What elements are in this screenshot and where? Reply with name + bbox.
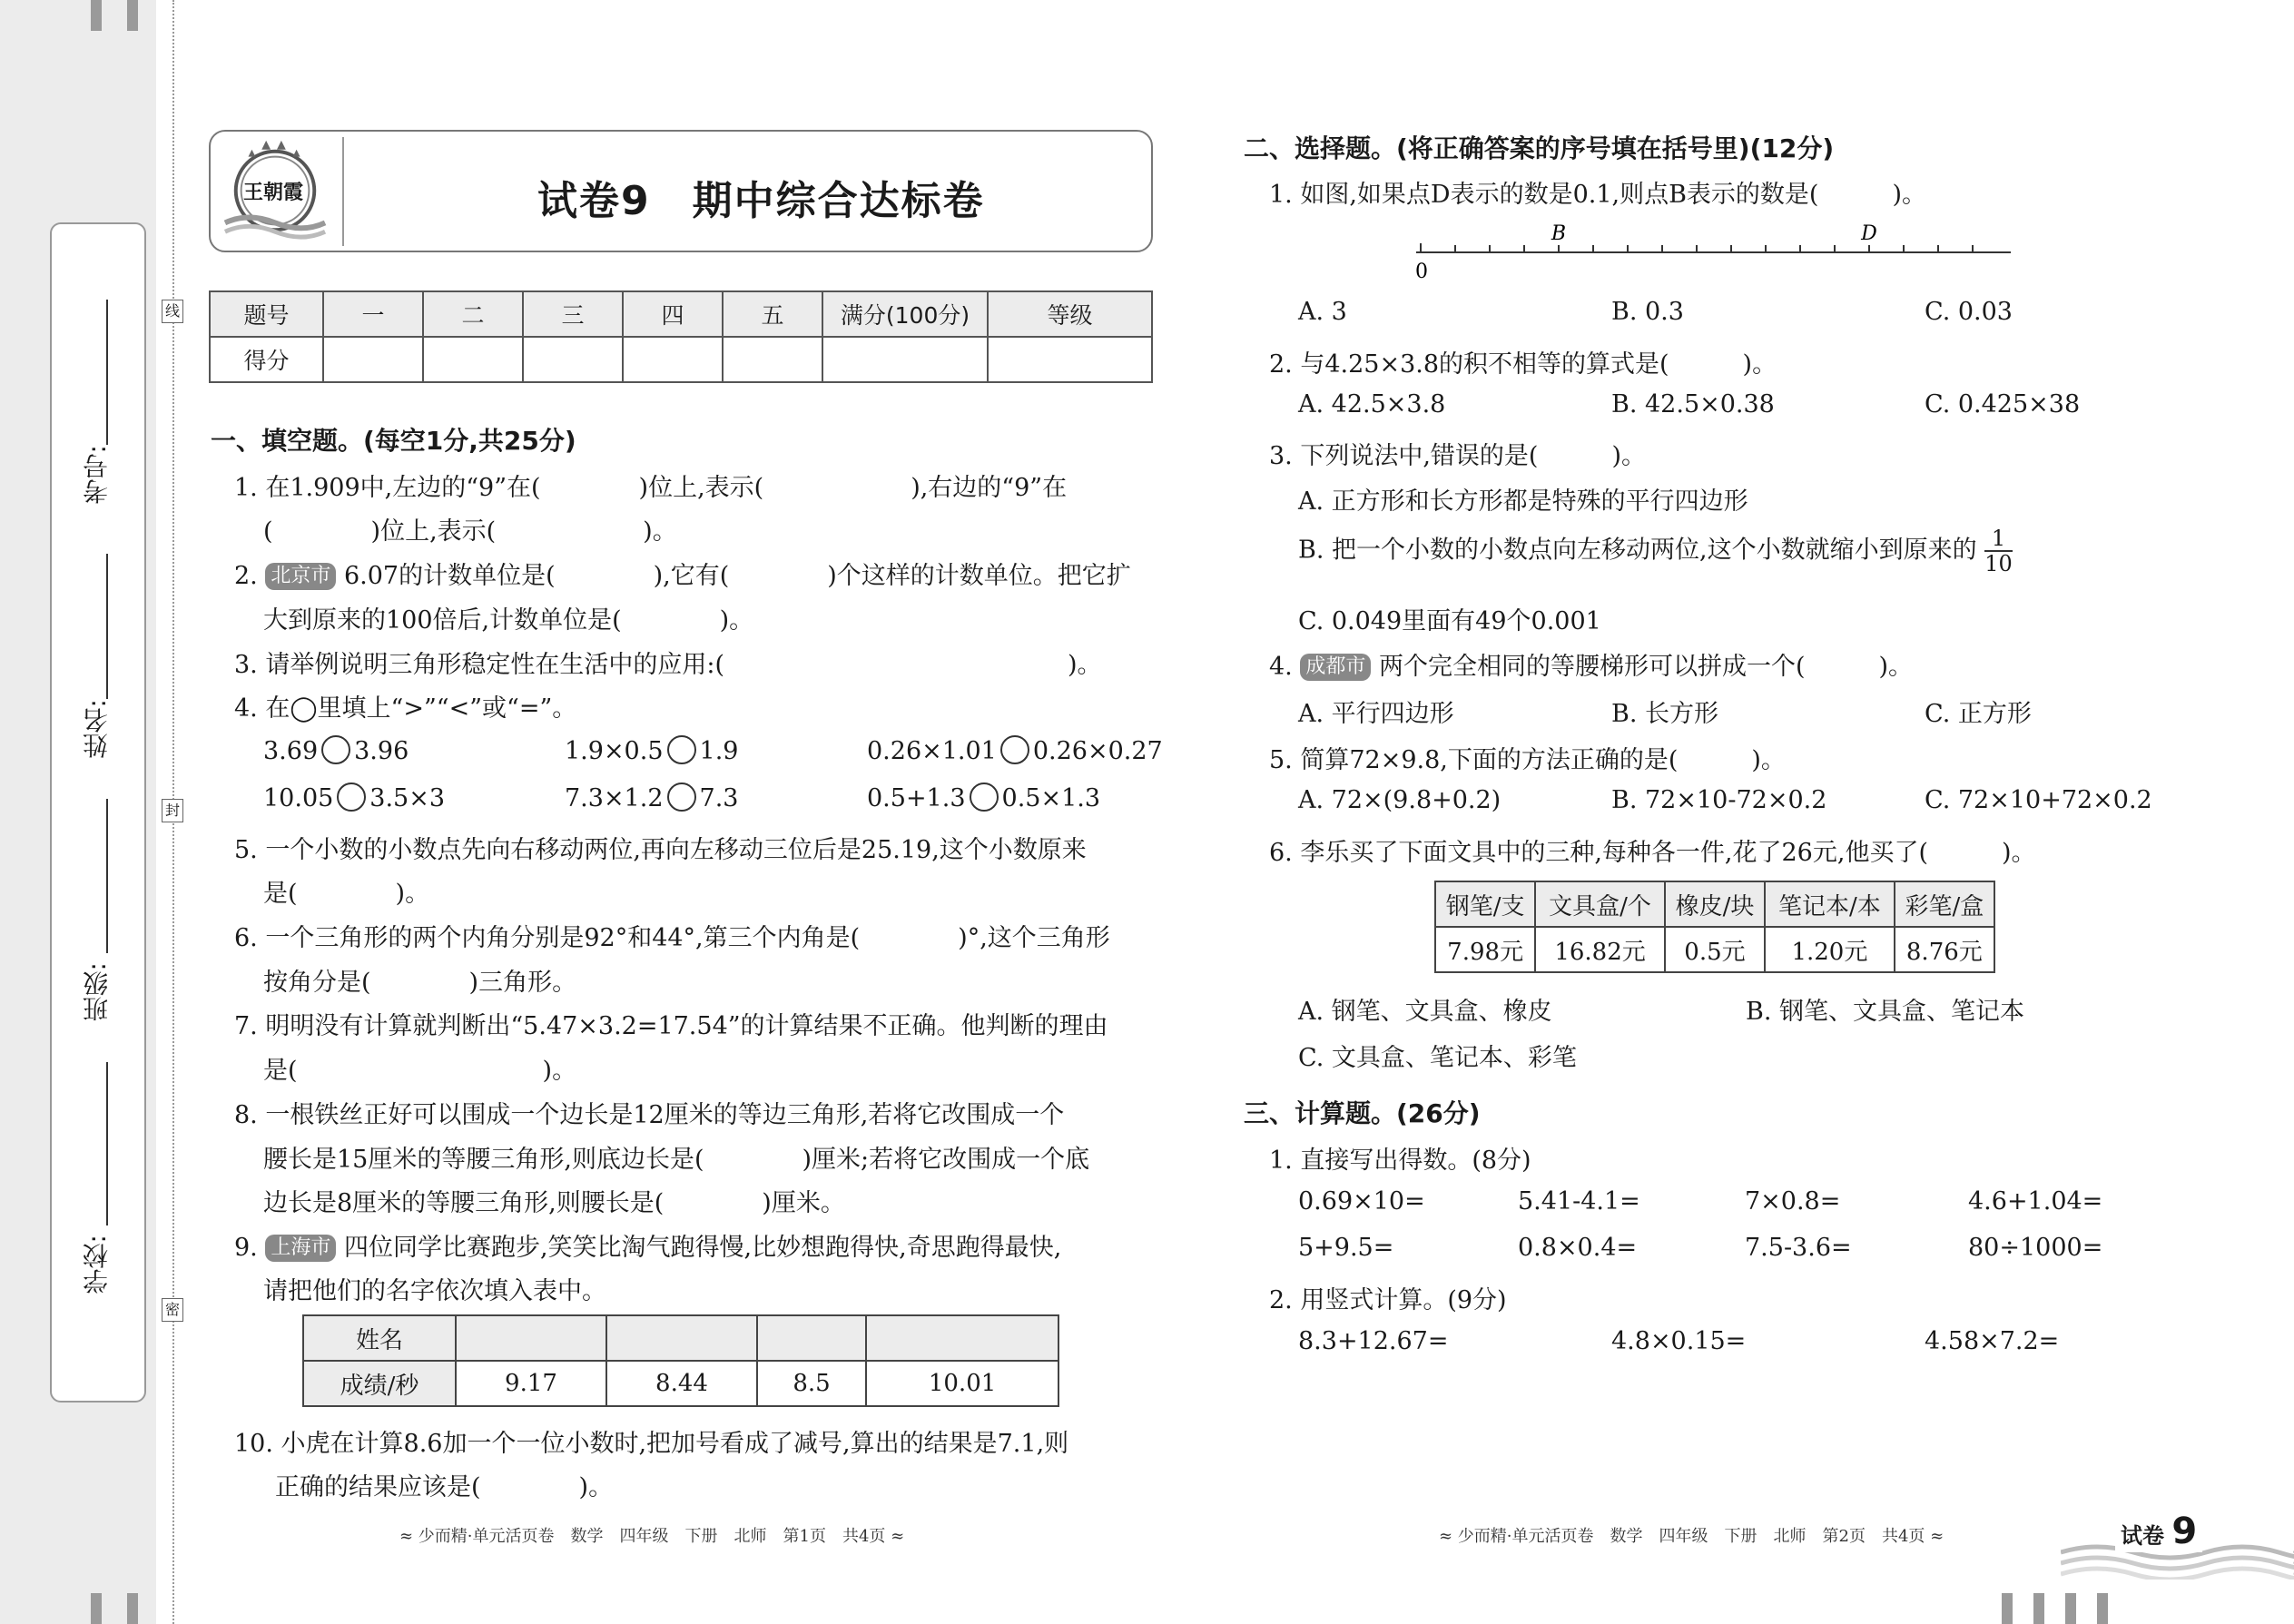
calc-q2: 2. 用竖式计算。(9分) [1269,1286,1507,1314]
compare-circle[interactable] [1000,735,1029,764]
stationery-price: 0.5元 [1665,927,1765,972]
race-name-cell[interactable] [606,1315,757,1361]
score-cell[interactable] [423,337,523,382]
score-cell[interactable] [988,337,1152,382]
vertical-calc-item: 4.58×7.2= [1925,1327,2060,1355]
q5-line-a: 5. 一个小数的小数点先向右移动两位,再向左移动三位后是25.19,这个小数原来 [234,836,1087,864]
school-line [106,1062,108,1225]
score-cell[interactable] [623,337,723,382]
q9-line-a [234,1227,1061,1263]
calc-item: 0.8×0.4= [1518,1234,1638,1262]
compare-item: 7.3×1.2 7.3 [565,784,739,812]
compare-circle[interactable] [667,735,696,764]
q2-line-a [234,556,1131,591]
q9-line-b: 请把他们的名字依次填入表中。 [263,1277,606,1305]
title-box [209,130,1153,252]
section-3-heading: 三、计算题。(26分) [1244,1098,1481,1128]
score-cell[interactable] [723,337,822,382]
q1-line-a: 1. 在1.909中,左边的“9”在( )位上,表示( ),右边的“9”在 [234,474,1068,502]
calc-q1: 1. 直接写出得数。(8分) [1269,1147,1531,1175]
q9-number: 9. [234,1234,258,1262]
binding-tab [2097,1593,2108,1624]
seal-char: 密 [162,1298,183,1322]
stationery-head: 文具盒/个 [1535,881,1665,927]
number-line-zero: 0 [1415,261,1428,280]
stationery-table [1434,881,1995,973]
q5-line-b: 是( )。 [263,880,430,908]
q4-text: 两个完全相同的等腰梯形可以拼成一个( )。 [1378,653,1914,681]
race-time: 9.17 [456,1361,606,1406]
q8-line-a: 8. 一根铁丝正好可以围成一个边长是12厘米的等边三角形,若将它改围成一个 [234,1101,1065,1129]
compare-circle[interactable] [970,782,999,812]
page-badge [2115,1511,2202,1552]
stationery-price: 8.76元 [1895,927,1994,972]
binding-tab [127,1593,138,1624]
calc-item: 7.5-3.6= [1745,1234,1852,1262]
class-line [106,799,108,953]
option[interactable]: C. 文具盒、笔记本、彩笔 [1298,1044,1577,1072]
option[interactable]: C. 0.03 [1925,298,2013,326]
score-head: 二 [423,291,523,337]
calc-item: 7×0.8= [1745,1187,1841,1216]
score-head: 题号 [210,291,323,337]
score-head: 等级 [988,291,1152,337]
compare-circle[interactable] [337,782,366,812]
seal-char: 封 [162,799,183,822]
q7-line-b: 是( )。 [263,1057,577,1085]
option[interactable]: A. 72×(9.8+0.2) [1298,786,1501,814]
compare-item: 0.5+1.3 0.5×1.3 [867,784,1101,812]
option[interactable]: B. 72×10-72×0.2 [1611,786,1827,814]
q2-line-b: 大到原来的100倍后,计数单位是( )。 [263,606,754,635]
option[interactable]: A. 3 [1298,298,1347,326]
race-time: 10.01 [866,1361,1058,1406]
score-head: 满分(100分) [822,291,988,337]
score-cell[interactable] [323,337,423,382]
score-cell[interactable] [523,337,623,382]
q9-text: 四位同学比赛跑步,笑笑比淘气跑得慢,比妙想跑得快,奇思跑得最快, [343,1234,1062,1262]
binding-tab [2002,1593,2013,1624]
race-table [302,1314,1059,1407]
footer-right: ≈ 少而精·单元活页卷 数学 四年级 下册 北师 第2页 共4页 ≈ [1439,1527,1944,1546]
stationery-price: 7.98元 [1435,927,1535,972]
calc-item: 5.41-4.1= [1518,1187,1640,1216]
q3-line: 3. 请举例说明三角形稳定性在生活中的应用:( )。 [234,651,1102,679]
score-table [209,290,1153,383]
choice-q5: 5. 简算72×9.8,下面的方法正确的是( )。 [1269,746,1786,774]
option[interactable]: A. 42.5×3.8 [1298,390,1446,418]
score-head: 一 [323,291,423,337]
score-cell[interactable] [822,337,988,382]
region-tag-beijing: 北京市 [265,563,336,590]
binding-tab [2033,1593,2044,1624]
race-name-cell[interactable] [757,1315,866,1361]
vertical-calc-item: 4.8×0.15= [1611,1327,1747,1355]
number-line-point-d: D [1861,222,1877,245]
option[interactable]: C. 0.425×38 [1925,390,2081,418]
calc-item: 5+9.5= [1298,1234,1394,1262]
calc-item: 0.69×10= [1298,1187,1425,1216]
option[interactable]: A. 平行四边形 [1298,700,1454,728]
choice-q3: 3. 下列说法中,错误的是( )。 [1269,442,1646,470]
page-badge-number: 9 [2171,1511,2198,1552]
q1-line-b: ( )位上,表示( )。 [263,517,677,546]
option[interactable]: B. 把一个小数的小数点向左移动两位,这个小数就缩小到原来的 $\frac{1}{10}$ [1298,526,2013,576]
stationery-head: 笔记本/本 [1765,881,1895,927]
exam-number-line [106,300,108,445]
stationery-head: 彩笔/盒 [1895,881,1994,927]
score-head: 四 [623,291,723,337]
number-line-point-b: B [1551,222,1567,245]
calc-item: 4.6+1.04= [1968,1187,2103,1216]
logo-text: 王朝霞 [243,182,304,204]
vertical-calc-item: 8.3+12.67= [1298,1327,1449,1355]
compare-item: 10.05 3.5×3 [263,784,446,812]
class-label: 班级: [82,962,112,1022]
binding-tab [91,1593,102,1624]
option[interactable]: C. 正方形 [1925,700,2032,728]
score-head: 三 [523,291,623,337]
choice-q2: 2. 与4.25×3.8的积不相等的算式是( )。 [1269,350,1777,379]
option[interactable]: B. 钢笔、文具盒、笔记本 [1746,998,2025,1026]
q6-line-b: 按角分是( )三角形。 [263,969,577,997]
stationery-head: 橡皮/块 [1665,881,1765,927]
compare-item: 3.69 3.96 [263,737,409,765]
region-tag-chengdu: 成都市 [1300,654,1371,681]
option[interactable]: A. 正方形和长方形都是特殊的平行四边形 [1298,487,1748,516]
option[interactable]: B. 42.5×0.38 [1611,390,1775,418]
score-row-label: 得分 [210,337,323,382]
page-badge-label: 试卷 [2121,1523,2164,1549]
q8-line-b: 腰长是15厘米的等腰三角形,则底边长是( )厘米;若将它改围成一个底 [263,1146,1090,1174]
option[interactable]: B. 0.3 [1611,298,1684,326]
section-2-heading: 二、选择题。(将正确答案的序号填在括号里)(12分) [1244,133,1835,163]
title-divider [342,137,344,246]
compare-circle[interactable] [321,735,350,764]
option[interactable]: A. 钢笔、文具盒、橡皮 [1298,998,1552,1026]
binding-tab [2065,1593,2076,1624]
option[interactable]: C. 0.049里面有49个0.001 [1298,607,1601,635]
compare-item: 1.9×0.5 1.9 [565,737,739,765]
race-head-name: 姓名 [303,1315,456,1361]
exam-number-label: 考号: [82,445,112,505]
choice-q4 [1269,646,1913,682]
choice-q1: 1. 如图,如果点D表示的数是0.1,则点B表示的数是( )。 [1269,181,1927,209]
race-time: 8.5 [757,1361,866,1406]
name-label: 姓名: [82,699,112,759]
q7-line-a: 7. 明明没有计算就判断出“5.47×3.2=17.54”的计算结果不正确。他判断的理由 [234,1012,1108,1040]
stationery-price: 1.20元 [1765,927,1895,972]
student-info-box [50,222,146,1403]
score-head: 五 [723,291,822,337]
number-line [1412,216,2015,280]
option[interactable]: C. 72×10+72×0.2 [1925,786,2152,814]
binding-tab [127,0,138,31]
fraction: $\frac{1}{10}$ [1984,526,2013,576]
seal-char: 线 [162,300,183,323]
q6-line-a: 6. 一个三角形的两个内角分别是92°和44°,第三个内角是( )°,这个三角形 [234,924,1110,952]
binding-tab [91,0,102,31]
name-line [106,554,108,699]
q10-line-a: 10. 小虎在计算8.6加一个一位小数时,把加号看成了减号,算出的结果是7.1,则 [234,1430,1069,1458]
race-name-cell[interactable] [866,1315,1058,1361]
page-title: 试卷9 期中综合达标卷 [537,178,985,224]
race-head-time: 成绩/秒 [303,1361,456,1406]
section-1-heading: 一、填空题。(每空1分,共25分) [211,426,576,456]
race-name-cell[interactable] [456,1315,606,1361]
compare-item: 0.26×1.01 0.26×0.27 [867,737,1163,765]
region-tag-shanghai: 上海市 [265,1235,336,1262]
stationery-price: 16.82元 [1535,927,1665,972]
option[interactable]: B. 长方形 [1611,700,1719,728]
compare-circle[interactable] [667,782,696,812]
number-line-ticks [1421,243,1973,252]
q4-number: 4. [1269,653,1293,681]
stationery-head: 钢笔/支 [1435,881,1535,927]
q10-line-b: 正确的结果应该是( )。 [275,1473,614,1501]
q2-text: 6.07的计数单位是( ),它有( )个这样的计数单位。把它扩 [343,562,1131,590]
race-time: 8.44 [606,1361,757,1406]
choice-q6: 6. 李乐买了下面文具中的三种,每种各一件,花了26元,他买了( )。 [1269,839,2036,867]
q2-number: 2. [234,562,258,590]
school-label: 学校: [82,1235,112,1294]
q4-line: 4. 在◯里填上“>”“<”或“=”。 [234,694,577,723]
q8-line-c: 边长是8厘米的等腰三角形,则腰长是( )厘米。 [263,1189,845,1217]
calc-item: 80÷1000= [1968,1234,2103,1262]
footer-left: ≈ 少而精·单元活页卷 数学 四年级 下册 北师 第1页 共4页 ≈ [399,1527,905,1546]
